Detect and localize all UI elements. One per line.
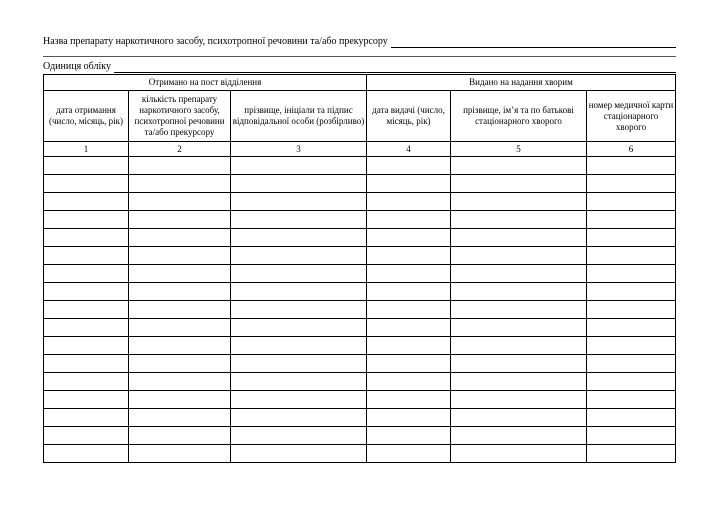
table-cell[interactable] xyxy=(44,301,129,319)
table-cell[interactable] xyxy=(367,337,451,355)
table-cell[interactable] xyxy=(129,319,231,337)
table-cell[interactable] xyxy=(587,265,676,283)
table-cell[interactable] xyxy=(231,157,367,175)
table-cell[interactable] xyxy=(44,373,129,391)
table-cell[interactable] xyxy=(129,427,231,445)
table-cell[interactable] xyxy=(587,301,676,319)
table-cell[interactable] xyxy=(129,337,231,355)
table-cell[interactable] xyxy=(44,265,129,283)
table-cell[interactable] xyxy=(451,247,587,265)
column-header-responsible-person: прізвище, ініціали та підпис відповідальної особи (розбірливо) xyxy=(231,91,367,142)
table-cell[interactable] xyxy=(231,211,367,229)
table-cell[interactable] xyxy=(451,445,587,463)
table-body xyxy=(44,157,676,463)
table-cell[interactable] xyxy=(367,265,451,283)
column-number: 6 xyxy=(587,142,676,157)
table-row xyxy=(44,373,676,391)
table-cell[interactable] xyxy=(231,175,367,193)
table-cell[interactable] xyxy=(231,445,367,463)
table-cell[interactable] xyxy=(451,283,587,301)
table-cell[interactable] xyxy=(367,193,451,211)
group-header-received: Отримано на пост відділення xyxy=(44,75,367,91)
table-cell[interactable] xyxy=(451,337,587,355)
table-cell[interactable] xyxy=(129,175,231,193)
group-header-issued: Видано на надання хворим xyxy=(367,75,676,91)
table-cell[interactable] xyxy=(367,427,451,445)
column-number: 2 xyxy=(129,142,231,157)
table-cell[interactable] xyxy=(129,247,231,265)
table-row xyxy=(44,301,676,319)
table-cell[interactable] xyxy=(129,193,231,211)
column-header-receipt-date: дата отримання (число, місяць, рік) xyxy=(44,91,129,142)
column-header-issue-date: дата видачі (число, місяць, рік) xyxy=(367,91,451,142)
table-cell[interactable] xyxy=(44,229,129,247)
table-row xyxy=(44,283,676,301)
table-cell[interactable] xyxy=(231,283,367,301)
table-cell[interactable] xyxy=(231,337,367,355)
table-cell[interactable] xyxy=(129,265,231,283)
table-cell[interactable] xyxy=(587,427,676,445)
table-cell[interactable] xyxy=(451,193,587,211)
column-number: 5 xyxy=(451,142,587,157)
table-cell[interactable] xyxy=(587,355,676,373)
column-number: 1 xyxy=(44,142,129,157)
table-cell[interactable] xyxy=(367,373,451,391)
drug-name-field[interactable] xyxy=(391,37,676,48)
table-cell[interactable] xyxy=(451,355,587,373)
table-cell[interactable] xyxy=(367,175,451,193)
table-cell[interactable] xyxy=(231,373,367,391)
table-cell[interactable] xyxy=(129,445,231,463)
column-header-quantity: кількість препарату наркотичного засобу, психотропної речовини та/або прекурсору xyxy=(129,91,231,142)
unit-field[interactable] xyxy=(114,62,676,73)
drug-name-continuation-line xyxy=(43,56,676,57)
table-row xyxy=(44,427,676,445)
table-row xyxy=(44,229,676,247)
table-cell[interactable] xyxy=(231,229,367,247)
table-row xyxy=(44,409,676,427)
table-row xyxy=(44,157,676,175)
table-cell[interactable] xyxy=(587,157,676,175)
table-row xyxy=(44,193,676,211)
table-cell[interactable] xyxy=(231,193,367,211)
table-row xyxy=(44,319,676,337)
table-cell[interactable] xyxy=(231,319,367,337)
table-cell[interactable] xyxy=(129,157,231,175)
table-cell[interactable] xyxy=(44,247,129,265)
table-cell[interactable] xyxy=(367,391,451,409)
table-cell[interactable] xyxy=(44,319,129,337)
table-cell[interactable] xyxy=(129,373,231,391)
table-cell[interactable] xyxy=(44,355,129,373)
table-row xyxy=(44,445,676,463)
table-row xyxy=(44,265,676,283)
column-header-patient-name: прізвище, ім’я та по батькові стаціонарного хворого xyxy=(451,91,587,142)
table-cell[interactable] xyxy=(44,211,129,229)
table-cell[interactable] xyxy=(129,391,231,409)
table-cell[interactable] xyxy=(129,355,231,373)
column-header-medical-card: номер медичної карти стаціонарного хворого xyxy=(587,91,676,142)
unit-label: Одиниця обліку xyxy=(43,61,112,72)
table-cell[interactable] xyxy=(129,211,231,229)
table-cell[interactable] xyxy=(44,175,129,193)
table-cell[interactable] xyxy=(367,319,451,337)
table-cell[interactable] xyxy=(231,247,367,265)
table-cell[interactable] xyxy=(44,391,129,409)
table-cell[interactable] xyxy=(587,175,676,193)
table-cell[interactable] xyxy=(44,445,129,463)
register-table xyxy=(43,74,676,463)
table-cell[interactable] xyxy=(451,319,587,337)
table-row xyxy=(44,355,676,373)
table-cell[interactable] xyxy=(587,283,676,301)
table-cell[interactable] xyxy=(451,391,587,409)
table-cell[interactable] xyxy=(231,391,367,409)
table-cell[interactable] xyxy=(367,247,451,265)
table-cell[interactable] xyxy=(44,409,129,427)
table-row xyxy=(44,337,676,355)
unit-line xyxy=(43,59,676,73)
table-cell[interactable] xyxy=(587,409,676,427)
table-cell[interactable] xyxy=(231,427,367,445)
table-cell[interactable] xyxy=(44,337,129,355)
table-cell[interactable] xyxy=(231,409,367,427)
table-cell[interactable] xyxy=(587,319,676,337)
table-row xyxy=(44,391,676,409)
table-cell[interactable] xyxy=(451,157,587,175)
table-cell[interactable] xyxy=(44,283,129,301)
table-cell[interactable] xyxy=(129,283,231,301)
table-cell[interactable] xyxy=(44,157,129,175)
table-cell[interactable] xyxy=(451,211,587,229)
table-cell[interactable] xyxy=(367,355,451,373)
table-cell[interactable] xyxy=(129,301,231,319)
table-cell[interactable] xyxy=(367,157,451,175)
table-cell[interactable] xyxy=(367,409,451,427)
table-cell[interactable] xyxy=(451,175,587,193)
table-cell[interactable] xyxy=(587,193,676,211)
table-cell[interactable] xyxy=(367,445,451,463)
table-cell[interactable] xyxy=(231,301,367,319)
table-cell[interactable] xyxy=(587,247,676,265)
table-cell[interactable] xyxy=(451,265,587,283)
table-cell[interactable] xyxy=(587,211,676,229)
column-number: 4 xyxy=(367,142,451,157)
table-cell[interactable] xyxy=(367,283,451,301)
table-cell[interactable] xyxy=(587,373,676,391)
table-cell[interactable] xyxy=(587,445,676,463)
column-number: 3 xyxy=(231,142,367,157)
table-cell[interactable] xyxy=(451,409,587,427)
table-row xyxy=(44,175,676,193)
table-cell[interactable] xyxy=(587,391,676,409)
table-cell[interactable] xyxy=(451,427,587,445)
table-cell[interactable] xyxy=(231,355,367,373)
table-cell[interactable] xyxy=(367,211,451,229)
table-cell[interactable] xyxy=(587,229,676,247)
table-cell[interactable] xyxy=(587,337,676,355)
table-cell[interactable] xyxy=(44,427,129,445)
table-row xyxy=(44,247,676,265)
table-cell[interactable] xyxy=(231,265,367,283)
table-cell[interactable] xyxy=(44,193,129,211)
table-row xyxy=(44,211,676,229)
drug-name-label: Назва препарату наркотичного засобу, психотропної речовини та/або прекурсору xyxy=(43,36,388,47)
table-cell[interactable] xyxy=(129,409,231,427)
table-cell[interactable] xyxy=(451,373,587,391)
table-cell[interactable] xyxy=(129,229,231,247)
drug-name-line xyxy=(43,34,676,48)
table-cell[interactable] xyxy=(367,301,451,319)
table-cell[interactable] xyxy=(451,229,587,247)
table-cell[interactable] xyxy=(451,301,587,319)
table-cell[interactable] xyxy=(367,229,451,247)
